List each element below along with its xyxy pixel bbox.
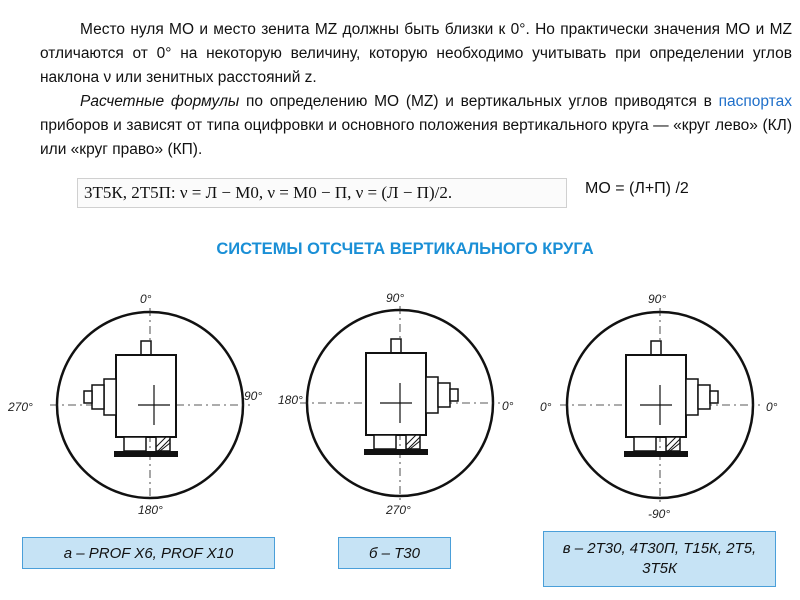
diagram-b-bottom-label: 270° xyxy=(386,503,411,517)
caption-a: а – PROF X6, PROF X10 xyxy=(22,537,275,569)
mo-formula: МО = (Л+П) /2 xyxy=(585,180,689,197)
diagram-b-right-label: 0° xyxy=(502,399,514,413)
diagram-b xyxy=(278,291,514,517)
caption-c: в – 2Т30, 4Т30П, Т15К, 2Т5, 3Т5К xyxy=(543,531,776,587)
section-heading: СИСТЕМЫ ОТСЧЕТА ВЕРТИКАЛЬНОГО КРУГА xyxy=(216,240,594,258)
diagram-a-top-label: 0° xyxy=(140,292,152,306)
diagram-a-bottom-label: 180° xyxy=(138,503,163,517)
diagram-b-left-label: 180° xyxy=(278,393,303,407)
caption-b: б – Т30 xyxy=(338,537,451,569)
formula-box: 3Т5К, 2Т5П: ν = Л − М0, ν = М0 − П, ν = (Л − П)/2. xyxy=(77,178,567,208)
italic-phrase: Расчетные формулы xyxy=(80,93,240,110)
diagram-c-top-label: 90° xyxy=(648,292,667,306)
diagram-c-right-label: 0° xyxy=(766,400,778,414)
diagram-b-top-label: 90° xyxy=(386,291,405,305)
intro-paragraph: Место нуля МО и место зенита MZ должны быть близки к 0°. Но практически значения МО и MZ отличаются от 0° на некоторую величину, которую необходимо учитывать при определении углов наклона ν или зенитных расстояний z. xyxy=(40,21,792,86)
diagram-a-left-label: 270° xyxy=(8,400,33,414)
text-after-link: приборов и зависят от типа оцифровки и основного положения вертикального круга — «круг лево» (КЛ) или «круг право» (КП). xyxy=(40,117,792,158)
passports-link[interactable]: паспортах xyxy=(718,93,792,110)
diagram-a-right-label: 90° xyxy=(244,389,263,403)
text-before-link: по определению МО (MZ) и вертикальных углов приводятся в xyxy=(239,93,719,110)
diagram-c xyxy=(540,292,778,521)
diagram-a xyxy=(7,292,262,517)
diagram-c-left-label: 0° xyxy=(540,400,552,414)
diagram-c-bottom-label: -90° xyxy=(648,507,671,521)
